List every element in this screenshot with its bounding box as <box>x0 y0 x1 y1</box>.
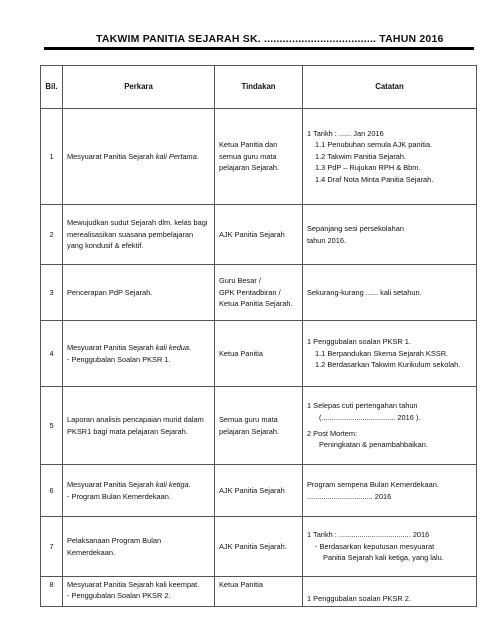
cell-perkara: Pelaksanaan Program Bulan Kemerdekaan. <box>63 517 215 577</box>
cell-perkara: Mewujudkan sudut Sejarah dlm. kelas bagi merealisasikan suasana pembelajaran yang kondusif & efektif. <box>63 205 215 265</box>
cell-catatan: 1 Tarikh : ...... Jan 2016 1.1 Penubuhan semula AJK panitia. 1.2 Takwim Panitia Sejarah. 1.3 PdP – Rujukan RPH & Bbm. 1.4 Draf Nota Minta Panitia Sejarah. <box>303 109 477 205</box>
title-rule <box>44 47 474 50</box>
cell-tindakan: Ketua Panitia <box>215 321 303 387</box>
table-row <box>41 265 477 321</box>
cell-perkara: Mesyuarat Panitia Sejarah kali keempat. - Penggubalan Soalan PKSR 2. <box>63 577 215 607</box>
cell-catatan: 1 Penggubalan soalan PKSR 2. <box>303 577 477 607</box>
cell-perkara: Mesyuarat Panitia Sejarah kali ketiga. - Program Bulan Kemerdekaan. <box>63 465 215 517</box>
cell-perkara: Mesyuarat Panitia Sejarah kali Pertama. <box>63 109 215 205</box>
cell-perkara: Laporan analisis pencapaian murid dalam PKSR1 bagi mata pelajaran Sejarah. <box>63 387 215 465</box>
cell-bil: 3 <box>41 265 63 321</box>
table-row <box>41 465 477 517</box>
cell-catatan: Sepanjang sesi persekolahan tahun 2016. <box>303 205 477 265</box>
cell-tindakan: AJK Panitia Sejarah. <box>215 517 303 577</box>
cell-bil: 4 <box>41 321 63 387</box>
cell-catatan: 1 Tarikh : ................................... 2016 - Berdasarkan keputusan mesyuarat Panitia Sejarah kali ketiga, yang lalu. <box>303 517 477 577</box>
cell-catatan: Sekurang-kurang ...... kali setahun. <box>303 265 477 321</box>
table-row <box>41 205 477 265</box>
cell-catatan: 1 Penggubalan soalan PKSR 1. 1.1 Berpandukan Skema Sejarah KSSR. 1.2 Berdasarkan Takwim Kurikulum sekolah. <box>303 321 477 387</box>
cell-catatan: Program sempena Bulan Kemerdekaan. ................................ 2016 <box>303 465 477 517</box>
cell-tindakan: Ketua Panitia <box>215 577 303 607</box>
cell-catatan: 1 Selepas cuti pertengahan tahun (.................................... 2016 ). 2 Post Mortem: Peningkatan & penambahbaikan. <box>303 387 477 465</box>
cell-tindakan: Semua guru mata pelajaran Sejarah. <box>215 387 303 465</box>
header-catatan: Catatan <box>303 66 477 109</box>
page-title: TAKWIM PANITIA SEJARAH SK. .................................... TAHUN 2016 <box>96 33 444 45</box>
cell-bil: 7 <box>41 517 63 577</box>
cell-bil: 2 <box>41 205 63 265</box>
table-row <box>41 109 477 205</box>
cell-tindakan: Ketua Panitia dan semua guru mata pelajaran Sejarah. <box>215 109 303 205</box>
cell-tindakan: AJK Panitia Sejarah <box>215 465 303 517</box>
takwim-table <box>40 65 477 607</box>
cell-bil: 1 <box>41 109 63 205</box>
cell-tindakan: AJK Panitia Sejarah <box>215 205 303 265</box>
cell-bil: 6 <box>41 465 63 517</box>
table-header-row <box>41 66 477 109</box>
table-row <box>41 577 477 607</box>
cell-bil: 8 <box>41 577 63 607</box>
cell-tindakan: Guru Besar / GPK Pentadbiran / Ketua Panitia Sejarah. <box>215 265 303 321</box>
cell-perkara: Pencerapan PdP Sejarah. <box>63 265 215 321</box>
table-row <box>41 517 477 577</box>
header-tindakan: Tindakan <box>215 66 303 109</box>
table-row <box>41 321 477 387</box>
header-bil: Bil. <box>41 66 63 109</box>
cell-perkara: Mesyuarat Panitia Sejarah kali kedua. - Penggubalan Soalan PKSR 1. <box>63 321 215 387</box>
cell-bil: 5 <box>41 387 63 465</box>
table-row <box>41 387 477 465</box>
header-perkara: Perkara <box>63 66 215 109</box>
